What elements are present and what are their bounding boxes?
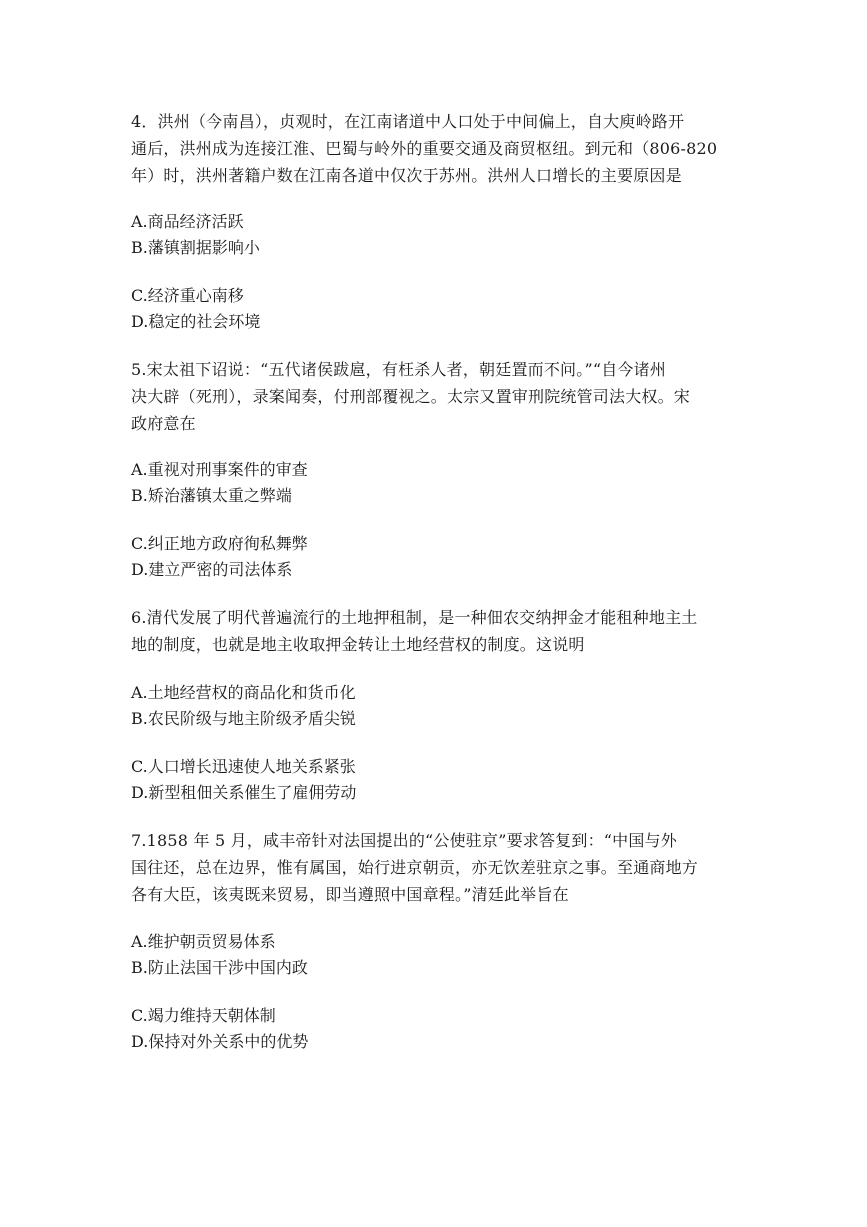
option-c: C.经济重心南移 [131, 286, 244, 305]
option-b: B.防止法国干涉中国内政 [131, 958, 308, 977]
question-4 [131, 108, 741, 331]
stem-line: 7.1858 年 5 月，咸丰帝针对法国提出的“公使驻京”要求答复到：“中国与外 [131, 831, 677, 850]
option-b: B.藩镇割据影响小 [131, 238, 260, 257]
question-stem [131, 108, 741, 189]
option-d: D.保持对外关系中的优势 [131, 1032, 309, 1051]
option-a: A.土地经营权的商品化和货币化 [131, 683, 356, 702]
question-5 [131, 356, 741, 579]
stem-line: 地的制度，也就是地主收取押金转让土地经营权的制度。这说明 [131, 635, 585, 654]
stem-line: 政府意在 [131, 414, 196, 433]
option-a: A.重视对刑事案件的审查 [131, 460, 308, 479]
option-c: C.人口增长迅速使人地关系紧张 [131, 757, 356, 776]
stem-line: 决大辟（死刑），录案闻奏，付刑部覆视之。太宗又置审刑院统管司法大权。宋 [131, 387, 691, 406]
stem-line: 4．洪州（今南昌），贞观时，在江南诸道中人口处于中间偏上，自大庾岭路开 [131, 112, 685, 131]
option-a: A.维护朝贡贸易体系 [131, 932, 276, 951]
option-b: B.农民阶级与地主阶级矛盾尖锐 [131, 709, 356, 728]
stem-line: 6.清代发展了明代普遍流行的土地押租制，是一种佃农交纳押金才能租种地主土 [131, 608, 698, 627]
option-d: D.稳定的社会环境 [131, 312, 261, 331]
question-stem [131, 827, 741, 908]
option-b: B.矫治藩镇太重之弊端 [131, 486, 292, 505]
question-stem [131, 356, 741, 437]
option-d: D.新型租佃关系催生了雇佣劳动 [131, 783, 357, 802]
stem-line: 各有大臣，该夷既来贸易，即当遵照中国章程。”清廷此举旨在 [131, 885, 569, 904]
stem-line: 国往还，总在边界，惟有属国，始行进京朝贡，亦无饮差驻京之事。至通商地方 [131, 858, 699, 877]
option-d: D.建立严密的司法体系 [131, 560, 293, 579]
option-c: C.竭力维持天朝体制 [131, 1006, 276, 1025]
stem-line: 通后，洪州成为连接江淮、巴蜀与岭外的重要交通及商贸枢纽。到元和（806-820 [131, 139, 718, 158]
option-a: A.商品经济活跃 [131, 212, 244, 231]
stem-line: 年）时，洪州著籍户数在江南各道中仅次于苏州。洪州人口增长的主要原因是 [131, 166, 682, 185]
stem-line: 5.宋太祖下诏说：“五代诸侯跋扈，有枉杀人者，朝廷置而不问。”“自今诸州 [131, 360, 667, 379]
question-stem [131, 604, 741, 658]
question-7 [131, 827, 741, 1051]
option-c: C.纠正地方政府徇私舞弊 [131, 534, 308, 553]
question-6 [131, 604, 741, 802]
